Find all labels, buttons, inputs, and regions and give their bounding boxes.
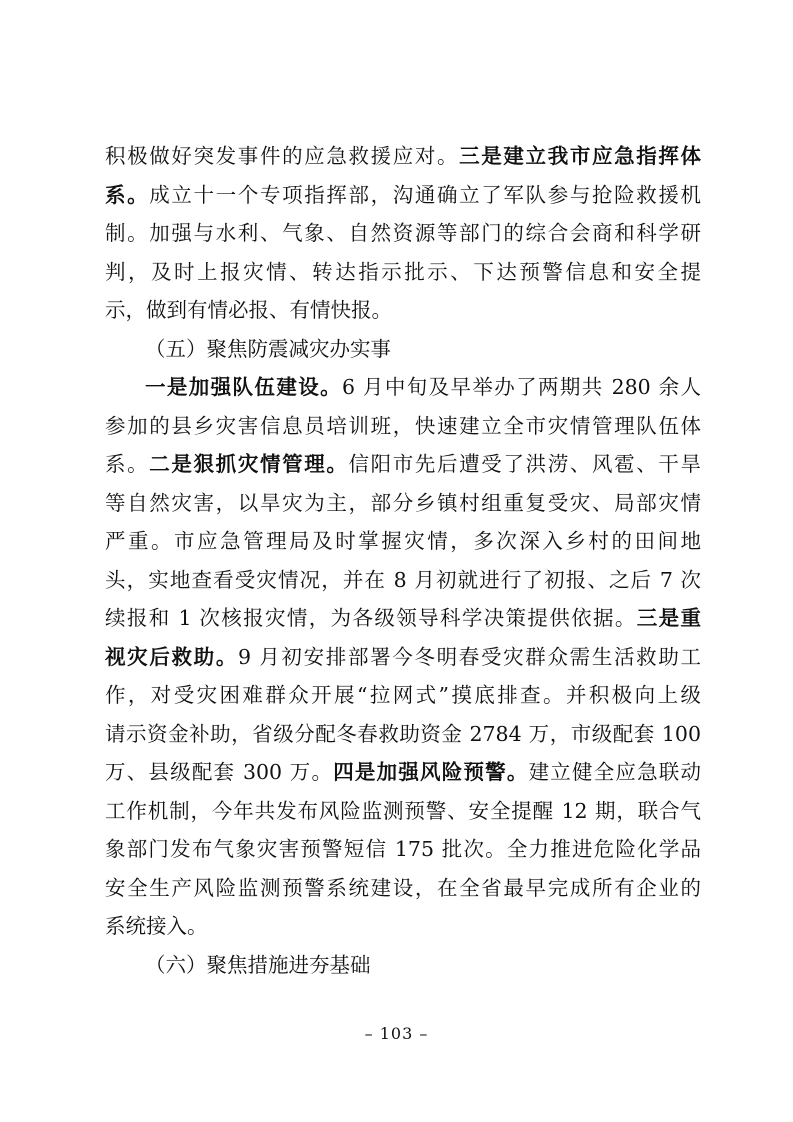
text-line (105, 484, 701, 523)
text-line (105, 368, 701, 407)
body-text (105, 137, 701, 984)
text-segment: 万、县级配套 300 万。 (105, 760, 334, 784)
text-segment: 作，对受灾困难群众开展“拉网式”摸底排查。并积极向上级 (105, 683, 701, 707)
text-line (105, 638, 701, 677)
text-line (105, 214, 701, 253)
text-line (105, 522, 701, 561)
text-segment: 示，做到有情必报、有情快报。 (105, 298, 392, 322)
bold-segment: 三是建立我市应急指挥体 (459, 144, 701, 168)
text-line (105, 291, 701, 330)
text-segment: 等自然灾害，以旱灾为主，部分乡镇村组重复受灾、局部灾情 (105, 490, 701, 515)
text-line (105, 176, 701, 215)
text-segment: 参加的县乡灾害信息员培训班，快速建立全市灾情管理队伍体 (105, 413, 701, 438)
page-number: – 103 – (364, 1024, 429, 1043)
text-segment: 象部门发布气象灾害预警短信 175 批次。全力推进危险化学品 (105, 837, 701, 861)
text-line (105, 715, 701, 754)
text-line (105, 869, 701, 908)
text-segment: 系统接入。 (105, 914, 208, 938)
text-segment: 头，实地查看受灾情况，并在 8 月初就进行了初报、之后 7 次 (105, 567, 701, 592)
text-line (105, 946, 701, 985)
text-segment: （五）聚焦防震减灾办实事 (145, 336, 391, 361)
text-line (105, 445, 701, 484)
text-segment: 请示资金补助，省级分配冬春救助资金 2784 万，市级配套 100 (105, 721, 701, 746)
text-line (105, 907, 701, 946)
text-segment: 续报和 1 次核报灾情，为各级领导科学决策提供依据。 (105, 606, 637, 630)
text-line (105, 599, 701, 638)
bold-segment: 二是狠抓灾情管理。 (149, 452, 349, 476)
text-segment: 成立十一个专项指挥部，沟通确立了军队参与抢险救援机 (149, 182, 701, 207)
text-line (105, 407, 701, 446)
bold-segment: 一是加强队伍建设。 (145, 375, 342, 399)
text-line (105, 792, 701, 831)
text-line (105, 753, 701, 792)
text-segment: 建立健全应急联动 (528, 760, 701, 784)
text-line (105, 561, 701, 600)
text-segment: 9 月初安排部署今冬明春受灾群众需生活救助工 (238, 644, 701, 669)
text-line (105, 137, 701, 176)
text-segment: 系。 (105, 452, 150, 476)
bold-segment: 视灾后救助。 (105, 644, 239, 669)
text-line (105, 253, 701, 292)
text-segment: 严重。市应急管理局及时掌握灾情，多次深入乡村的田间地 (105, 529, 701, 553)
text-line (105, 676, 701, 715)
text-line (105, 830, 701, 869)
text-segment: 判，及时上报灾情、转达指示批示、下达预警信息和安全提 (105, 259, 701, 284)
bold-segment: 系。 (105, 182, 150, 207)
text-line (105, 330, 701, 369)
bold-segment: 三是重 (636, 606, 701, 630)
text-segment: 安全生产风险监测预警系统建设，在全省最早完成所有企业的 (105, 875, 701, 900)
text-segment: 积极做好突发事件的应急救援应对。 (105, 144, 460, 168)
bold-segment: 四是加强风险预警。 (333, 760, 529, 784)
text-segment: 制。加强与水利、气象、自然资源等部门的综合会商和科学研 (105, 221, 701, 245)
text-segment: 工作机制，今年共发布风险监测预警、安全提醒 12 期，联合气 (105, 798, 701, 823)
text-segment: （六）聚焦措施进夯基础 (145, 952, 371, 977)
text-segment: 信阳市先后遭受了洪涝、风雹、干旱 (348, 452, 701, 476)
text-segment: 6 月中旬及早举办了两期共 280 余人 (341, 375, 701, 399)
